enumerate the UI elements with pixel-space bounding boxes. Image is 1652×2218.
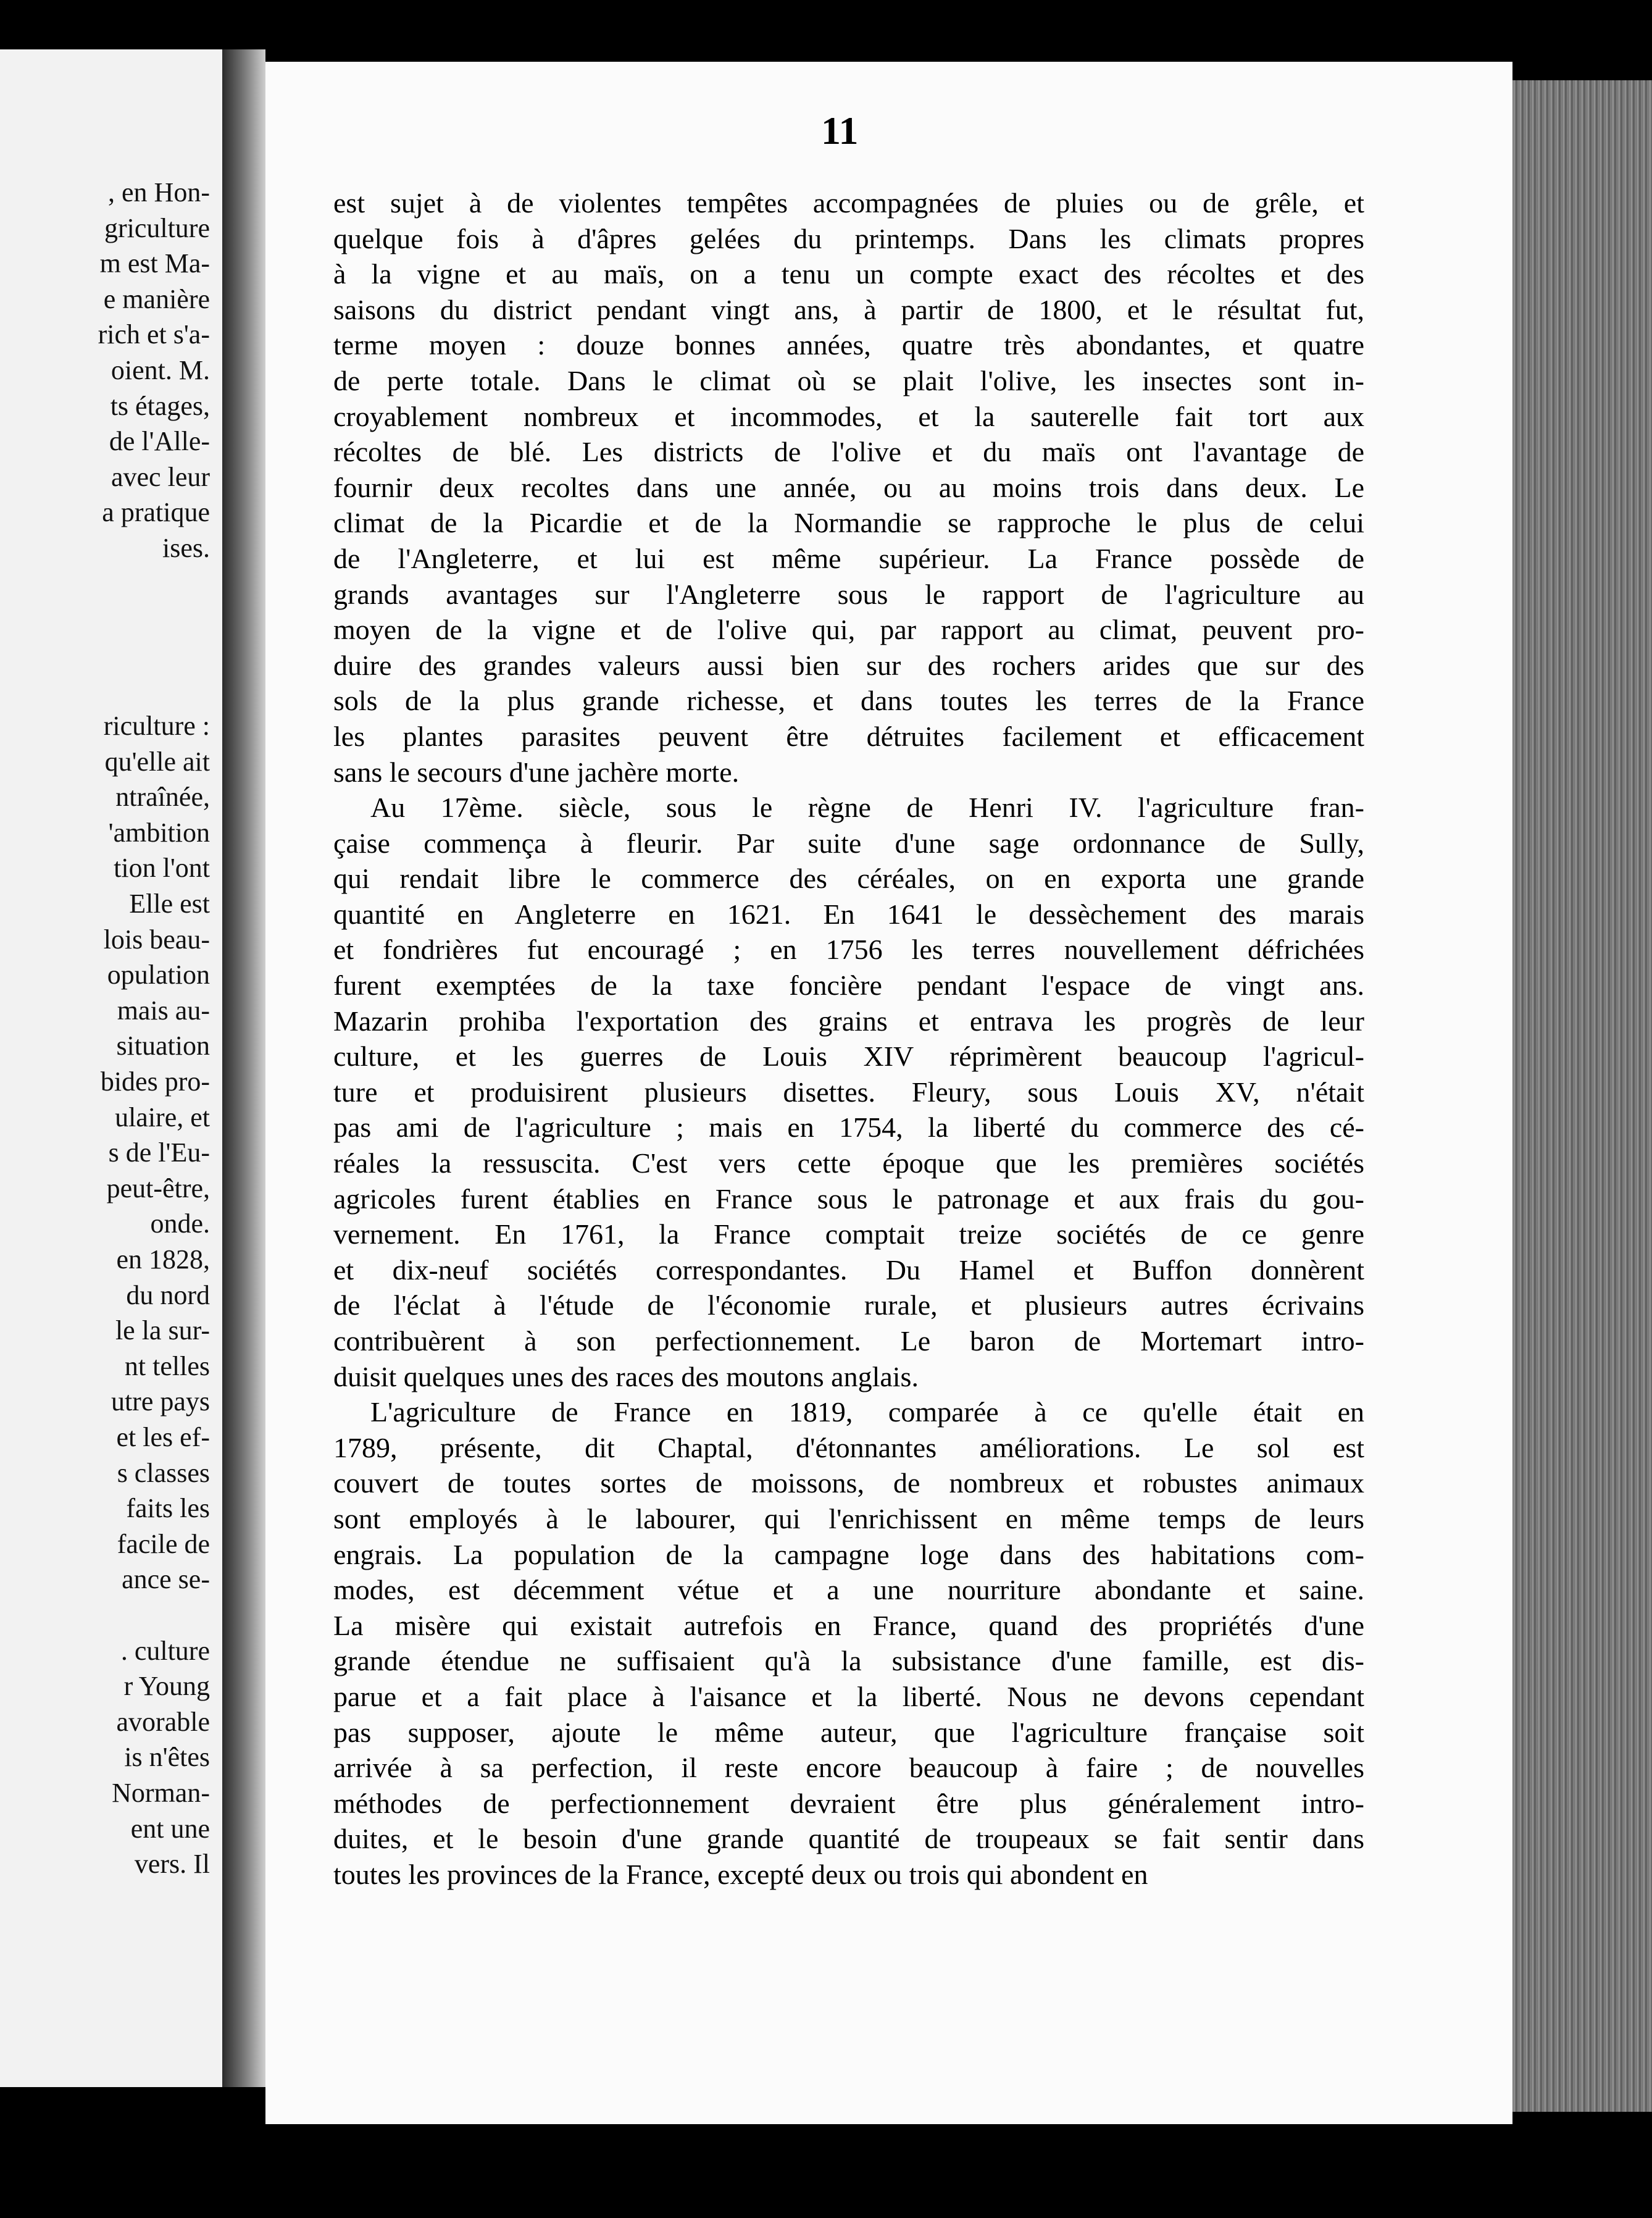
- text-line: sans le secours d'une jachère morte.: [333, 756, 740, 788]
- left-page-line: ts étages,: [110, 390, 210, 421]
- left-page-line: en 1828,: [116, 1244, 210, 1274]
- left-page-line: faits les: [126, 1493, 210, 1524]
- text-line: grande étendue ne suffisaient qu'à la subsistance d'une famille, est dis-: [333, 1645, 1364, 1677]
- left-page-line: et les ef-: [116, 1422, 210, 1452]
- left-page-line: tion l'ont: [114, 853, 210, 884]
- left-page-line: , en Hon-: [108, 177, 210, 207]
- text-line: duire des grandes valeurs aussi bien sur des rochers arides que sur des: [333, 649, 1364, 681]
- left-page-line: avorable: [116, 1706, 210, 1737]
- page-number: 11: [821, 109, 859, 153]
- text-line: sols de la plus grande richesse, et dans toutes les terres de la France: [333, 685, 1364, 717]
- text-line: furent exemptées de la taxe foncière pendant l'espace de vingt ans.: [333, 969, 1364, 1002]
- left-page-line: . culture: [120, 1635, 210, 1666]
- text-line: çaise commença à fleurir. Par suite d'une sage ordonnance de Sully,: [333, 827, 1364, 859]
- text-line: pas supposer, ajoute le même auteur, que l'agriculture française soit: [333, 1716, 1364, 1748]
- text-line: fournir deux recoltes dans une année, ou au moins trois dans deux. Le: [333, 471, 1364, 503]
- text-line: qui rendait libre le commerce des céréales, on en exporta une grande: [333, 863, 1364, 895]
- text-line: récoltes de blé. Les districts de l'olive et du maïs ont l'avantage de: [333, 436, 1364, 468]
- text-line: saisons du district pendant vingt ans, à partir de 1800, et le résultat fut,: [333, 293, 1364, 325]
- text-line: les plantes parasites peuvent être détruites facilement et efficacement: [333, 720, 1364, 752]
- left-page-line: le la sur-: [115, 1315, 210, 1346]
- text-line: quantité en Angleterre en 1621. En 1641 le dessèchement des marais: [333, 898, 1364, 930]
- left-page-line: e manière: [103, 283, 210, 314]
- left-page: [0, 49, 222, 2087]
- left-page-line: is n'êtes: [124, 1742, 210, 1773]
- left-page-line: rich et s'a-: [98, 319, 210, 350]
- left-page-line: lois beau-: [103, 924, 210, 955]
- text-line: modes, est décemment vétue et a une nourriture abondante et saine.: [333, 1574, 1364, 1606]
- left-page-line: peut-être,: [106, 1173, 210, 1203]
- text-line: méthodes de perfectionnement devraient être plus généralement intro-: [333, 1787, 1364, 1819]
- left-page-line: oient. M.: [111, 355, 210, 385]
- left-page-line: ent une: [130, 1813, 210, 1844]
- text-line: pas ami de l'agriculture ; mais en 1754, la liberté du commerce des cé-: [333, 1111, 1364, 1144]
- text-line: croyablement nombreux et incommodes, et la sauterelle fait tort aux: [333, 400, 1364, 432]
- text-line: duisit quelques unes des races des moutons anglais.: [333, 1360, 919, 1392]
- left-page-line: situation: [116, 1031, 210, 1061]
- left-page-line: s de l'Eu-: [108, 1137, 210, 1168]
- text-line: quelque fois à d'âpres gelées du printemps. Dans les climats propres: [333, 222, 1364, 254]
- text-line: grands avantages sur l'Angleterre sous le rapport de l'agriculture au: [333, 578, 1364, 610]
- text-line: et dix-neuf sociétés correspondantes. Du Hamel et Buffon donnèrent: [333, 1253, 1364, 1286]
- left-page-line: mais au-: [117, 995, 210, 1026]
- text-line: de l'éclat à l'étude de l'économie rurale, et plusieurs autres écrivains: [333, 1289, 1364, 1321]
- left-page-line: bides pro-: [100, 1066, 210, 1097]
- left-page-line: vers. Il: [134, 1849, 210, 1880]
- left-page-line: qu'elle ait: [104, 746, 210, 777]
- text-line: engrais. La population de la campagne loge dans des habitations com-: [333, 1538, 1364, 1570]
- left-page-line: Norman-: [112, 1778, 210, 1808]
- left-page-line: Elle est: [129, 889, 210, 919]
- left-page-line: nt telles: [124, 1350, 210, 1381]
- text-line: à la vigne et au maïs, on a tenu un compte exact des récoltes et des: [333, 258, 1364, 290]
- text-line: de l'Angleterre, et lui est même supérieur. La France possède de: [333, 542, 1364, 574]
- text-line: parue et a fait place à l'aisance et la liberté. Nous ne devons cependant: [333, 1680, 1364, 1712]
- left-page-line: ulaire, et: [115, 1102, 210, 1132]
- text-line: culture, et les guerres de Louis XIV réprimèrent beaucoup l'agricul-: [333, 1040, 1364, 1073]
- left-page-line: s classes: [117, 1457, 210, 1488]
- text-line: terme moyen : douze bonnes années, quatre très abondantes, et quatre: [333, 329, 1364, 361]
- left-page-line: onde.: [150, 1208, 210, 1239]
- left-page-line: avec leur: [111, 461, 210, 492]
- text-line: contribuèrent à son perfectionnement. Le baron de Mortemart intro-: [333, 1325, 1364, 1357]
- left-page-line: facile de: [117, 1528, 210, 1559]
- text-line: couvert de toutes sortes de moissons, de nombreux et robustes animaux: [333, 1467, 1364, 1499]
- text-line: agricoles furent établies en France sous le patronage et aux frais du gou-: [333, 1182, 1364, 1215]
- text-line: vernement. En 1761, la France comptait treize sociétés de ce genre: [333, 1218, 1364, 1250]
- left-page-line: 'ambition: [108, 817, 210, 848]
- text-line: toutes les provinces de la France, excepté deux ou trois qui abondent en: [333, 1858, 1148, 1890]
- body-text: [333, 185, 1364, 1893]
- left-page-line: m est Ma-: [99, 248, 210, 279]
- text-line: 1789, présente, dit Chaptal, d'étonnantes améliorations. Le sol est: [333, 1431, 1364, 1463]
- text-line: et fondrières fut encouragé ; en 1756 les terres nouvellement défrichées: [333, 934, 1364, 966]
- left-page-line: r Young: [123, 1671, 210, 1702]
- left-page-line: du nord: [126, 1279, 210, 1310]
- book-gutter: [222, 49, 265, 2087]
- text-line: ture et produisirent plusieurs disettes. Fleury, sous Louis XV, n'était: [333, 1076, 1364, 1108]
- left-page-line: ance se-: [122, 1564, 210, 1595]
- left-page-line: opulation: [107, 960, 210, 990]
- text-line: réales la ressuscita. C'est vers cette époque que les premières sociétés: [333, 1147, 1364, 1179]
- left-page-line: utre pays: [111, 1386, 210, 1417]
- text-line: Au 17ème. siècle, sous le règne de Henri IV. l'agriculture fran-: [370, 792, 1364, 824]
- left-page-line: a pratique: [102, 497, 210, 528]
- left-page-line: de l'Alle-: [109, 426, 210, 457]
- text-line: de perte totale. Dans le climat où se plait l'olive, les insectes sont in-: [333, 364, 1364, 396]
- text-line: duites, et le besoin d'une grande quantité de troupeaux se fait sentir dans: [333, 1823, 1364, 1855]
- left-page-line: riculture :: [103, 711, 210, 741]
- page-edges: [1512, 80, 1652, 2112]
- left-page-line: ntraînée,: [115, 782, 210, 813]
- text-line: est sujet à de violentes tempêtes accompagnées de pluies ou de grêle, et: [333, 187, 1364, 219]
- left-page-line: ises.: [162, 533, 210, 563]
- text-line: arrivée à sa perfection, il reste encore beaucoup à faire ; de nouvelles: [333, 1752, 1364, 1784]
- text-line: L'agriculture de France en 1819, comparée à ce qu'elle était en: [370, 1396, 1364, 1428]
- text-line: climat de la Picardie et de la Normandie se rapproche le plus de celui: [333, 507, 1364, 539]
- text-line: La misère qui existait autrefois en France, quand des propriétés d'une: [333, 1609, 1364, 1641]
- text-line: Mazarin prohiba l'exportation des grains et entrava les progrès de leur: [333, 1005, 1364, 1037]
- text-line: sont employés à le labourer, qui l'enrichissent en même temps de leurs: [333, 1502, 1364, 1534]
- left-page-line: griculture: [104, 212, 210, 243]
- text-line: moyen de la vigne et de l'olive qui, par rapport au climat, peuvent pro-: [333, 614, 1364, 646]
